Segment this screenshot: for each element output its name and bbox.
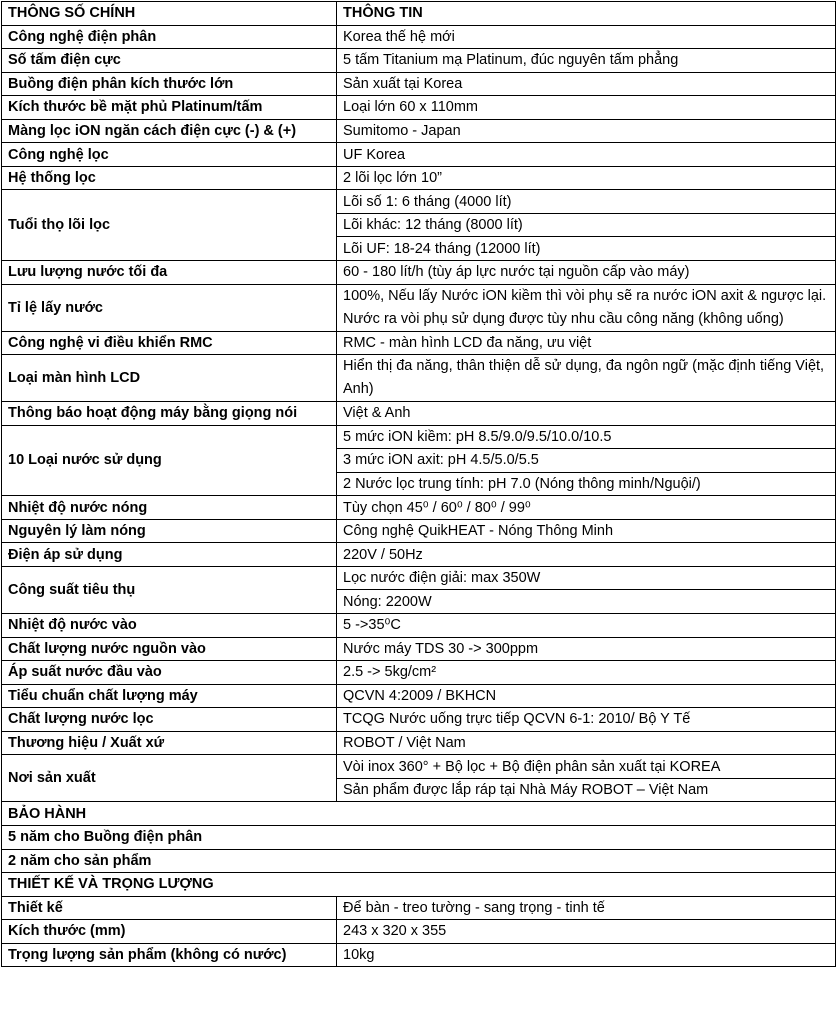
spec-value: RMC - màn hình LCD đa năng, ưu việt (337, 331, 836, 355)
table-row (2, 496, 836, 520)
spec-value: TCQG Nước uống trực tiếp QCVN 6-1: 2010/ Bộ Y Tế (337, 708, 836, 732)
spec-label: Nơi sản xuất (2, 755, 337, 802)
table-row (2, 825, 836, 849)
table-row (2, 166, 836, 190)
header-col1: THÔNG SỐ CHÍNH (2, 2, 337, 26)
spec-label: Thương hiệu / Xuất xứ (2, 731, 337, 755)
spec-label: Loại màn hình LCD (2, 355, 337, 402)
spec-value: Nước máy TDS 30 -> 300ppm (337, 637, 836, 661)
warranty-title: BẢO HÀNH (2, 802, 836, 826)
spec-label: Màng lọc iON ngăn cách điện cực (-) & (+) (2, 119, 337, 143)
table-row (2, 402, 836, 426)
spec-value: Nóng: 2200W (337, 590, 836, 614)
spec-value: Vòi inox 360° + Bộ lọc + Bộ điện phân sản xuất tại KOREA (337, 755, 836, 779)
table-row (2, 261, 836, 285)
warranty-item: 5 năm cho Buồng điện phân (2, 825, 836, 849)
spec-label: Nguyên lý làm nóng (2, 519, 337, 543)
spec-value: 100%, Nếu lấy Nước iON kiềm thì vòi phụ sẽ ra nước iON axit & ngược lại. Nước ra vòi phụ sử dụng được tùy nhu cầu công năng (không uống) (337, 284, 836, 331)
table-row (2, 284, 836, 331)
spec-value: Sản phẩm được lắp ráp tại Nhà Máy ROBOT – Việt Nam (337, 778, 836, 802)
spec-label: Thiết kế (2, 896, 337, 920)
table-row (2, 755, 836, 779)
spec-value: Để bàn - treo tường - sang trọng - tinh tế (337, 896, 836, 920)
spec-label: Áp suất nước đầu vào (2, 661, 337, 685)
spec-label: Tiểu chuẩn chất lượng máy (2, 684, 337, 708)
spec-label: Công nghệ điện phân (2, 25, 337, 49)
spec-label: Nhiệt độ nước nóng (2, 496, 337, 520)
design-title: THIẾT KẾ VÀ TRỌNG LƯỢNG (2, 873, 836, 897)
table-row (2, 425, 836, 449)
spec-value: 5 tấm Titanium mạ Platinum, đúc nguyên tấm phẳng (337, 49, 836, 73)
table-row (2, 96, 836, 120)
spec-label: Công nghệ lọc (2, 143, 337, 167)
spec-label: Hệ thống lọc (2, 166, 337, 190)
spec-value: 60 - 180 lít/h (tùy áp lực nước tại nguồn cấp vào máy) (337, 261, 836, 285)
spec-value: 2.5 -> 5kg/cm² (337, 661, 836, 685)
spec-value: Việt & Anh (337, 402, 836, 426)
spec-value: 5 ->35⁰C (337, 614, 836, 638)
table-row (2, 684, 836, 708)
table-row (2, 896, 836, 920)
spec-value: 10kg (337, 943, 836, 967)
spec-label: Chất lượng nước lọc (2, 708, 337, 732)
spec-label: Điện áp sử dụng (2, 543, 337, 567)
table-row (2, 119, 836, 143)
spec-label: 10 Loại nước sử dụng (2, 425, 337, 496)
table-row (2, 143, 836, 167)
table-row (2, 661, 836, 685)
table-row (2, 543, 836, 567)
table-row (2, 331, 836, 355)
table-row (2, 519, 836, 543)
table-row (2, 849, 836, 873)
table-row (2, 920, 836, 944)
spec-value: 3 mức iON axit: pH 4.5/5.0/5.5 (337, 449, 836, 473)
table-row (2, 614, 836, 638)
spec-label: Kích thước (mm) (2, 920, 337, 944)
spec-value: Lõi khác: 12 tháng (8000 lít) (337, 213, 836, 237)
table-row (2, 566, 836, 590)
warranty-item: 2 năm cho sản phẩm (2, 849, 836, 873)
table-row (2, 943, 836, 967)
spec-label: Kích thước bề mặt phủ Platinum/tấm (2, 96, 337, 120)
spec-label: Thông báo hoạt động máy bằng giọng nói (2, 402, 337, 426)
spec-value: Korea thế hệ mới (337, 25, 836, 49)
spec-value: Sản xuất tại Korea (337, 72, 836, 96)
spec-label: Tỉ lệ lấy nước (2, 284, 337, 331)
spec-label: Tuổi thọ lõi lọc (2, 190, 337, 261)
spec-label: Buồng điện phân kích thước lớn (2, 72, 337, 96)
spec-label: Trọng lượng sản phẩm (không có nước) (2, 943, 337, 967)
section-row (2, 873, 836, 897)
spec-label: Số tấm điện cực (2, 49, 337, 73)
spec-value: Sumitomo - Japan (337, 119, 836, 143)
spec-value: Công nghệ QuikHEAT - Nóng Thông Minh (337, 519, 836, 543)
table-row (2, 731, 836, 755)
spec-value: UF Korea (337, 143, 836, 167)
table-row (2, 72, 836, 96)
spec-label: Lưu lượng nước tối đa (2, 261, 337, 285)
header-col2: THÔNG TIN (337, 2, 836, 26)
spec-value: Lõi số 1: 6 tháng (4000 lít) (337, 190, 836, 214)
table-row (2, 190, 836, 214)
spec-label: Công nghệ vi điều khiển RMC (2, 331, 337, 355)
spec-value: Loại lớn 60 x 110mm (337, 96, 836, 120)
table-row (2, 355, 836, 402)
section-row (2, 802, 836, 826)
table-row (2, 49, 836, 73)
spec-value: Lọc nước điện giải: max 350W (337, 566, 836, 590)
spec-value: 220V / 50Hz (337, 543, 836, 567)
header-row (2, 2, 836, 26)
table-row (2, 25, 836, 49)
spec-value: 243 x 320 x 355 (337, 920, 836, 944)
spec-table-body (2, 2, 836, 967)
spec-value: QCVN 4:2009 / BKHCN (337, 684, 836, 708)
spec-value: 2 lõi lọc lớn 10” (337, 166, 836, 190)
spec-value: 5 mức iON kiềm: pH 8.5/9.0/9.5/10.0/10.5 (337, 425, 836, 449)
spec-value: ROBOT / Việt Nam (337, 731, 836, 755)
spec-table (1, 1, 836, 967)
table-row (2, 637, 836, 661)
spec-label: Chất lượng nước nguồn vào (2, 637, 337, 661)
spec-value: Hiển thị đa năng, thân thiện dễ sử dụng, đa ngôn ngữ (mặc định tiếng Việt, Anh) (337, 355, 836, 402)
spec-value: Lõi UF: 18-24 tháng (12000 lít) (337, 237, 836, 261)
spec-value: Tùy chọn 45⁰ / 60⁰ / 80⁰ / 99⁰ (337, 496, 836, 520)
spec-label: Nhiệt độ nước vào (2, 614, 337, 638)
spec-value: 2 Nước lọc trung tính: pH 7.0 (Nóng thông minh/Nguội/) (337, 472, 836, 496)
table-row (2, 708, 836, 732)
spec-label: Công suất tiêu thụ (2, 566, 337, 613)
